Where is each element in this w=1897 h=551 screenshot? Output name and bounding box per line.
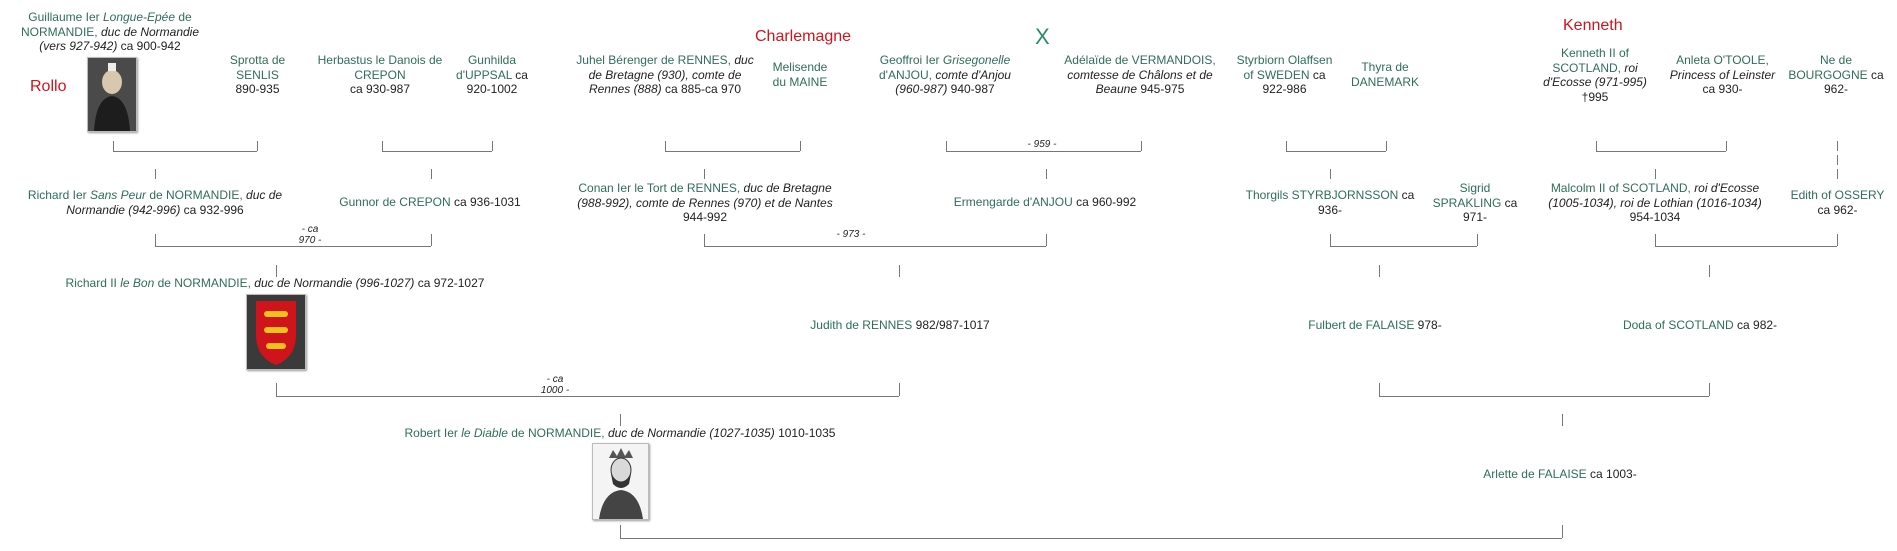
person-name-suffix: de NORMANDIE, <box>146 188 247 202</box>
connector <box>1141 141 1142 151</box>
person-title: duc de Normandie (942-996) <box>66 188 283 217</box>
person-title: duc de Normandie (vers 927-942) <box>39 24 200 53</box>
person-epithet: Longue-Epée <box>102 10 176 24</box>
person-dates: ca 936- <box>1317 188 1415 217</box>
marriage-line <box>620 538 1562 539</box>
person-title: duc de Bretagne (930), comte de Rennes (888) <box>588 53 754 96</box>
connector <box>1046 169 1047 179</box>
connector <box>1330 169 1331 179</box>
person-conan[interactable] <box>565 181 845 225</box>
person-ermengarde[interactable] <box>940 195 1150 210</box>
person-fulbert[interactable] <box>1290 318 1460 333</box>
marriage-line <box>1655 246 1837 247</box>
connector <box>276 383 277 396</box>
person-name: Styrbiorn Olaffsen of SWEDEN <box>1236 53 1333 82</box>
person-name: Melisende du MAINE <box>772 60 828 89</box>
connector <box>1562 414 1563 426</box>
connector <box>1709 383 1710 396</box>
person-title: comte d'Anjou (960-987) <box>895 67 1011 96</box>
connector <box>1379 265 1380 277</box>
connector <box>1330 234 1331 246</box>
connector <box>1837 155 1838 165</box>
connector <box>1286 141 1287 151</box>
person-name-suffix: de NORMANDIE, <box>20 10 192 39</box>
connector <box>1655 169 1656 179</box>
marriage-line <box>382 151 492 152</box>
person-styrbiorn[interactable] <box>1232 53 1337 97</box>
person-name-suffix: de NORMANDIE, <box>507 426 608 440</box>
person-dates: ca 932-996 <box>180 202 244 217</box>
person-guillaume[interactable] <box>15 10 205 54</box>
marriage-line <box>155 246 431 247</box>
person-name: Conan Ier le Tort de RENNES, <box>578 181 744 195</box>
person-name: Geoffroi Ier <box>879 53 943 67</box>
person-sigrid[interactable] <box>1430 181 1520 225</box>
person-epithet: Grisegonelle <box>942 53 1011 67</box>
person-dates: ca 930- <box>1702 82 1743 96</box>
person-arlette[interactable] <box>1470 467 1650 482</box>
person-doda[interactable] <box>1610 318 1790 333</box>
person-name: Arlette de FALAISE <box>1483 467 1587 481</box>
person-robert[interactable] <box>385 426 855 441</box>
person-dates: 940-987 <box>947 82 995 96</box>
person-dates: ca 960-992 <box>1072 195 1137 209</box>
person-sprotta[interactable] <box>215 53 300 97</box>
person-name: Ne de BOURGOGNE <box>1788 53 1868 82</box>
person-title: roi d'Ecosse (1005-1034), roi de Lothian (1016-1034) <box>1548 181 1762 210</box>
person-richard1[interactable] <box>15 188 295 217</box>
connector <box>155 169 156 179</box>
connector <box>431 169 432 179</box>
connector <box>1837 169 1838 179</box>
guillaume-portrait <box>87 57 137 132</box>
person-name: Ermengarde d'ANJOU <box>953 195 1073 209</box>
connector <box>665 141 666 151</box>
person-title: roi d'Ecosse (971-995) <box>1543 60 1647 89</box>
person-herbastus[interactable] <box>315 53 445 97</box>
connector <box>704 234 705 246</box>
person-name-suffix: de NORMANDIE, <box>154 276 255 290</box>
marriage-year: - 959 - <box>1022 140 1062 150</box>
person-name: Fulbert de FALAISE <box>1308 318 1415 332</box>
person-dates: 945-975 <box>1137 82 1185 96</box>
person-name: Gunnor de CREPON <box>339 195 451 209</box>
robert-portrait <box>592 443 649 520</box>
person-dates: 982/987-1017 <box>912 318 990 332</box>
person-name: Sigrid SPRAKLING <box>1432 181 1502 210</box>
connector <box>1596 141 1597 151</box>
marriage-year: - 973 - <box>831 230 871 240</box>
marriage-year: 1000 - <box>535 386 575 396</box>
person-dates: †995 <box>1581 89 1609 104</box>
person-name: Juhel Bérenger de RENNES, <box>576 53 735 67</box>
person-adelaide[interactable] <box>1060 53 1220 97</box>
connector <box>1837 234 1838 246</box>
person-name: Richard Ier <box>27 188 90 202</box>
person-title: duc de Bretagne (988-992), comte de Rennes (970) et de Nantes <box>577 181 833 210</box>
connector <box>155 234 156 246</box>
person-name: Sprotta de SENLIS <box>229 53 286 82</box>
person-name: Anleta O'TOOLE, <box>1676 53 1769 67</box>
person-richard2[interactable] <box>40 276 510 291</box>
person-judith[interactable] <box>790 318 1010 333</box>
person-name: Gunhilda d'UPPSAL <box>456 53 517 82</box>
person-dates: 890-935 <box>235 82 280 96</box>
connector <box>1386 141 1387 151</box>
connector <box>1379 383 1380 396</box>
person-title: comtesse de Châlons et de Beaune <box>1067 67 1213 96</box>
person-dates: ca 962- <box>1823 67 1884 96</box>
marriage-year: 970 - <box>290 236 330 246</box>
person-dates: 978- <box>1414 318 1442 332</box>
person-dates: 954-1034 <box>1629 210 1681 224</box>
connector <box>113 141 114 151</box>
person-thorgils[interactable] <box>1235 188 1425 217</box>
person-epithet: le Bon <box>120 276 155 290</box>
connector <box>800 141 801 151</box>
person-name: Malcolm II of SCOTLAND, <box>1550 181 1695 195</box>
marriage-line <box>1379 396 1709 397</box>
person-melisende[interactable] <box>765 60 835 89</box>
connector <box>1046 234 1047 246</box>
marriage-line <box>1596 151 1726 152</box>
rollo-label: Rollo <box>30 78 67 95</box>
marriage-line <box>946 151 1141 152</box>
person-name-suffix: d'ANJOU, <box>879 67 936 82</box>
connector <box>946 141 947 151</box>
person-anleta[interactable] <box>1665 53 1780 97</box>
connector <box>620 414 621 426</box>
marriage-line <box>276 396 899 397</box>
person-name: Richard II <box>65 276 121 290</box>
person-geoffroi[interactable] <box>870 53 1020 97</box>
connector <box>431 234 432 246</box>
person-dates: ca 982- <box>1733 318 1778 332</box>
marriage-line <box>704 246 1046 247</box>
person-name: Adélaïde de VERMANDOIS, <box>1064 53 1216 67</box>
person-name: Herbastus le Danois de CREPON <box>317 53 443 82</box>
person-title: duc de Normandie (1027-1035) <box>607 426 775 440</box>
person-dates: 1010-1035 <box>774 426 836 440</box>
person-dates: ca 971- <box>1462 195 1518 224</box>
person-gunnor[interactable] <box>330 195 530 210</box>
connector <box>1655 234 1656 246</box>
person-dates: ca 885-ca 970 <box>661 82 742 96</box>
connector <box>382 141 383 151</box>
connector <box>1726 141 1727 151</box>
x-label: X <box>1035 24 1050 49</box>
person-dates: 944-992 <box>682 210 728 224</box>
connector <box>1837 141 1838 151</box>
connector <box>1477 234 1478 246</box>
person-epithet: Sans Peur <box>89 188 146 202</box>
connector <box>620 525 621 538</box>
person-name: Guillaume Ier <box>28 10 103 24</box>
connector <box>1709 265 1710 277</box>
person-dates: ca 900-942 <box>117 39 181 53</box>
person-dates: ca 930-987 <box>349 82 411 96</box>
kenneth-label: Kenneth <box>1563 17 1623 34</box>
connector <box>899 265 900 277</box>
person-dates: ca 1003- <box>1586 467 1637 481</box>
person-name: Edith of OSSERY <box>1790 188 1885 202</box>
marriage-line <box>665 151 800 152</box>
person-thyra[interactable] <box>1345 60 1425 89</box>
person-name: Kenneth II of SCOTLAND, <box>1552 46 1630 75</box>
person-dates: ca 922-986 <box>1262 67 1326 96</box>
charlemagne-label: Charlemagne <box>755 28 852 45</box>
person-edith[interactable] <box>1785 188 1890 217</box>
person-name: Doda of SCOTLAND <box>1622 318 1734 332</box>
marriage-year-ca: - ca <box>290 225 330 235</box>
person-dates: ca 962- <box>1817 202 1858 217</box>
marriage-line <box>113 151 257 152</box>
richard2-coat-of-arms <box>246 294 306 370</box>
person-name: Robert Ier <box>404 426 462 440</box>
person-gunhilda[interactable] <box>452 53 532 97</box>
marriage-year-ca: - ca <box>535 375 575 385</box>
person-dates: ca 972-1027 <box>414 276 485 290</box>
person-title: duc de Normandie (996-1027) <box>254 276 415 290</box>
connector <box>257 141 258 151</box>
person-ne[interactable] <box>1785 53 1887 97</box>
person-name: Judith de RENNES <box>810 318 913 332</box>
marriage-line <box>1330 246 1477 247</box>
connector <box>1562 525 1563 538</box>
person-malcolm[interactable] <box>1535 181 1775 225</box>
person-dates: ca 936-1031 <box>450 195 521 209</box>
person-name: Thorgils STYRBJORNSSON <box>1245 188 1399 202</box>
connector <box>704 169 705 179</box>
connector <box>899 383 900 396</box>
person-name: Thyra de DANEMARK <box>1350 60 1419 89</box>
person-title: Princess of Leinster <box>1669 67 1776 82</box>
person-juhel[interactable] <box>570 53 760 97</box>
person-epithet: le Diable <box>461 426 508 440</box>
person-dates: ca 920-1002 <box>466 67 528 96</box>
marriage-line <box>1286 151 1386 152</box>
connector <box>492 141 493 151</box>
person-kenneth2[interactable] <box>1535 46 1655 104</box>
